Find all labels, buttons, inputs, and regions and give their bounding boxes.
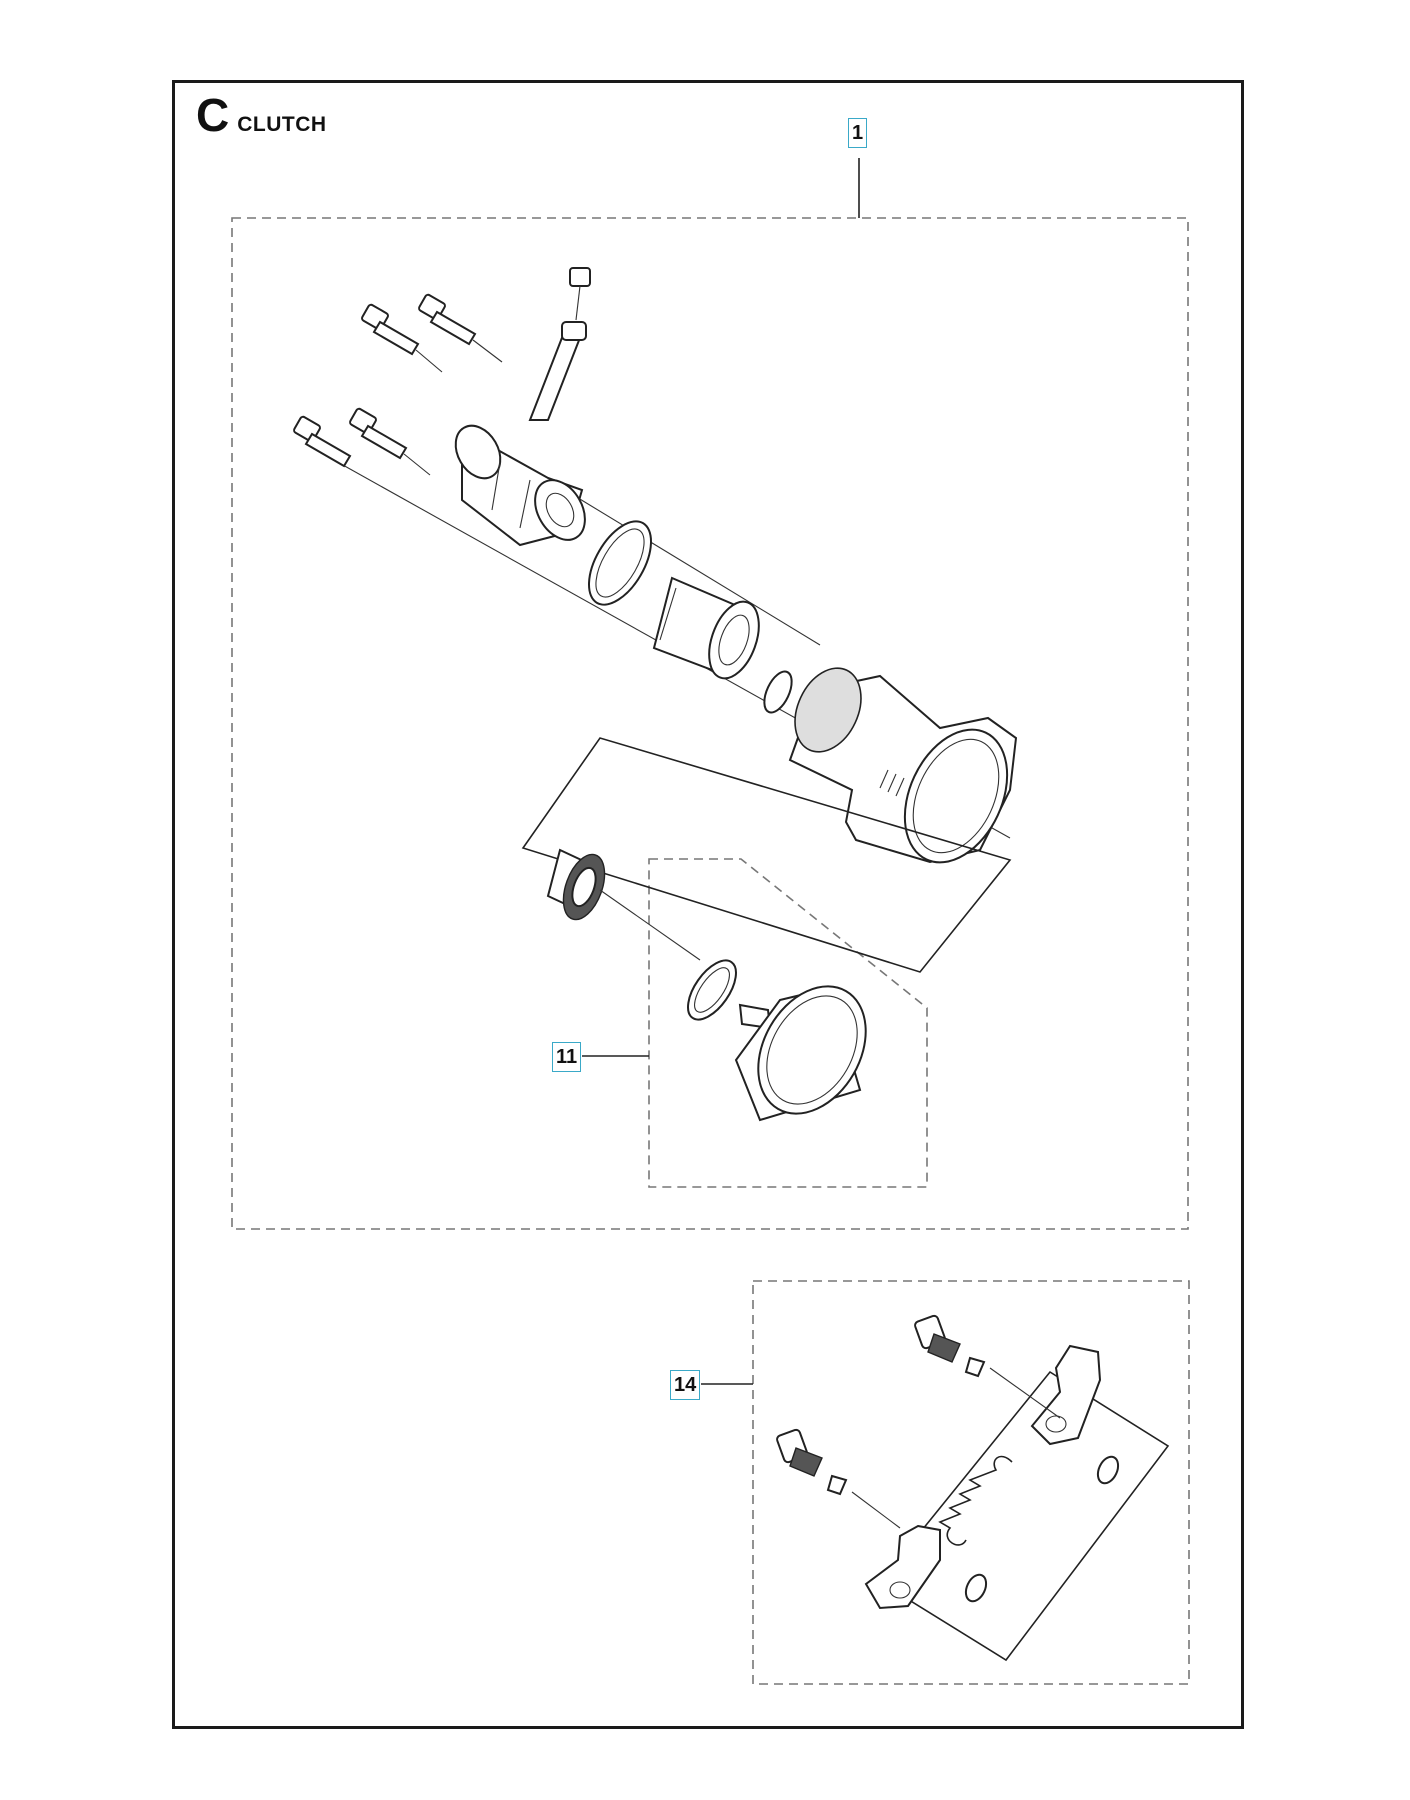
shoe-bolt-1-icon xyxy=(914,1315,984,1376)
clutch-spring-icon xyxy=(940,1457,1012,1545)
washer-1-icon xyxy=(1094,1454,1122,1487)
snap-ring-1-icon xyxy=(576,511,664,615)
shaft-sleeve-icon xyxy=(447,418,595,549)
callout-14[interactable]: 14 xyxy=(670,1370,700,1400)
group-box-1 xyxy=(232,218,1188,1229)
axis-shoe-1 xyxy=(990,1368,1060,1418)
section-name: CLUTCH xyxy=(237,113,327,136)
washer-2-icon xyxy=(962,1572,990,1605)
ball-bearing-icon xyxy=(548,849,613,925)
axis-drum xyxy=(600,890,700,960)
screw-2-icon xyxy=(418,294,502,362)
callout-11[interactable]: 11 xyxy=(552,1042,581,1072)
clutch-drum-icon xyxy=(736,967,888,1133)
shoe-assembly-outline xyxy=(880,1372,1168,1660)
shoe-bolt-2-icon xyxy=(776,1429,846,1494)
clutch-shoe-2-icon xyxy=(866,1526,940,1608)
callout-1[interactable]: 1 xyxy=(848,118,867,148)
clutch-shoe-1-icon xyxy=(1032,1346,1100,1444)
screw-4-icon xyxy=(349,408,430,475)
clutch-housing-icon xyxy=(782,657,1027,878)
group-box-14 xyxy=(753,1281,1189,1684)
bearing-sleeve-icon xyxy=(654,578,768,685)
clamp-screw-icon xyxy=(530,268,590,420)
section-letter: C xyxy=(196,89,230,141)
axis-shoe-2 xyxy=(852,1492,900,1528)
snap-ring-2-icon xyxy=(679,952,746,1027)
screw-3-icon xyxy=(293,416,350,466)
circlip-icon xyxy=(759,667,798,716)
